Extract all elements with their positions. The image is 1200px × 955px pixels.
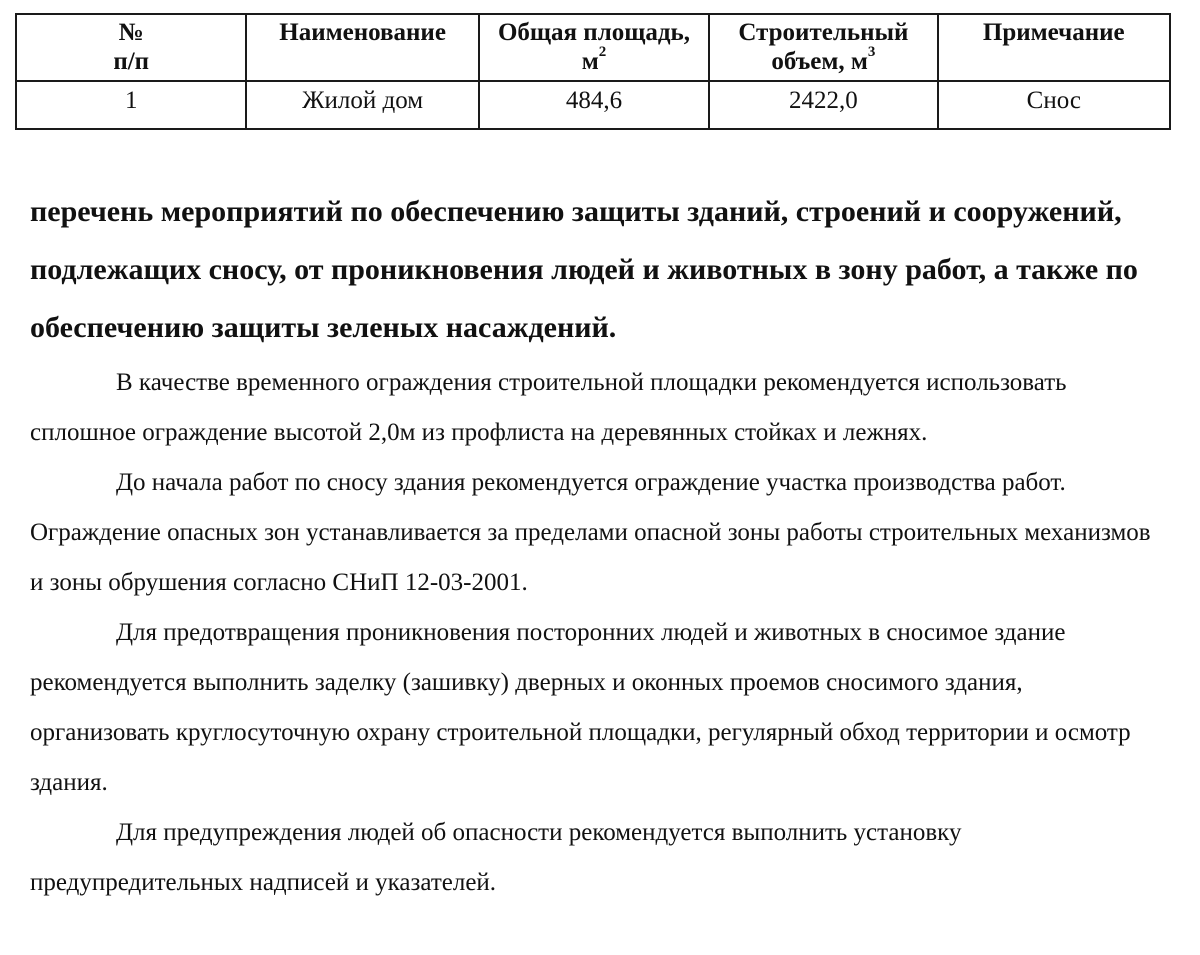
cell-note: Снос <box>938 81 1170 129</box>
body-text <box>30 358 1160 908</box>
buildings-table <box>15 13 1171 130</box>
header-number-line2: п/п <box>113 48 150 75</box>
cell-number: 1 <box>16 81 246 129</box>
paragraph-temporary-fence: В качестве временного ограждения строительной площадки рекомендуется использовать сплошное ограждение высотой 2,0м из профлиста на деревянных стойках и лежнях. <box>30 369 1067 446</box>
table-row <box>16 81 1170 129</box>
cell-volume: 2422,0 <box>709 81 937 129</box>
header-volume-superscript: 3 <box>867 43 876 60</box>
table-header-row <box>16 14 1170 81</box>
header-number <box>16 14 246 81</box>
paragraph-warning-signs: Для предупреждения людей об опасности рекомендуется выполнить установку предупредительных надписей и указателей. <box>30 819 962 896</box>
header-number-line1: № <box>118 19 144 46</box>
paragraph-site-fencing: До начала работ по сносу здания рекомендуется ограждение участка производства работ. Ограждение опасных зон устанавливается за пределами опасной зоны работы строительных механизмов и зоны обрушения согласно СНиП 12-03-2001. <box>30 469 1151 596</box>
cell-name: Жилой дом <box>246 81 478 129</box>
header-name: Наименование <box>246 14 478 81</box>
header-volume <box>709 14 937 81</box>
header-area-superscript: 2 <box>598 43 607 60</box>
header-note: Примечание <box>938 14 1170 81</box>
section-heading: перечень мероприятий по обеспечению защиты зданий, строений и сооружений, подлежащих сносу, от проникновения людей и животных в зону работ, а также по обеспечению защиты зеленых насаждений. <box>30 195 1138 344</box>
cell-area: 484,6 <box>479 81 709 129</box>
header-area-label: Общая площадь, м <box>497 19 690 75</box>
header-volume-label: Строительный объем, м <box>738 19 909 75</box>
paragraph-entry-prevention: Для предотвращения проникновения посторонних людей и животных в сносимое здание рекомендуется выполнить заделку (зашивку) дверных и оконных проемов сносимого здания, организовать круглосуточную охрану строительной площадки, регулярный обход территории и осмотр здания. <box>30 619 1131 796</box>
header-area <box>479 14 709 81</box>
